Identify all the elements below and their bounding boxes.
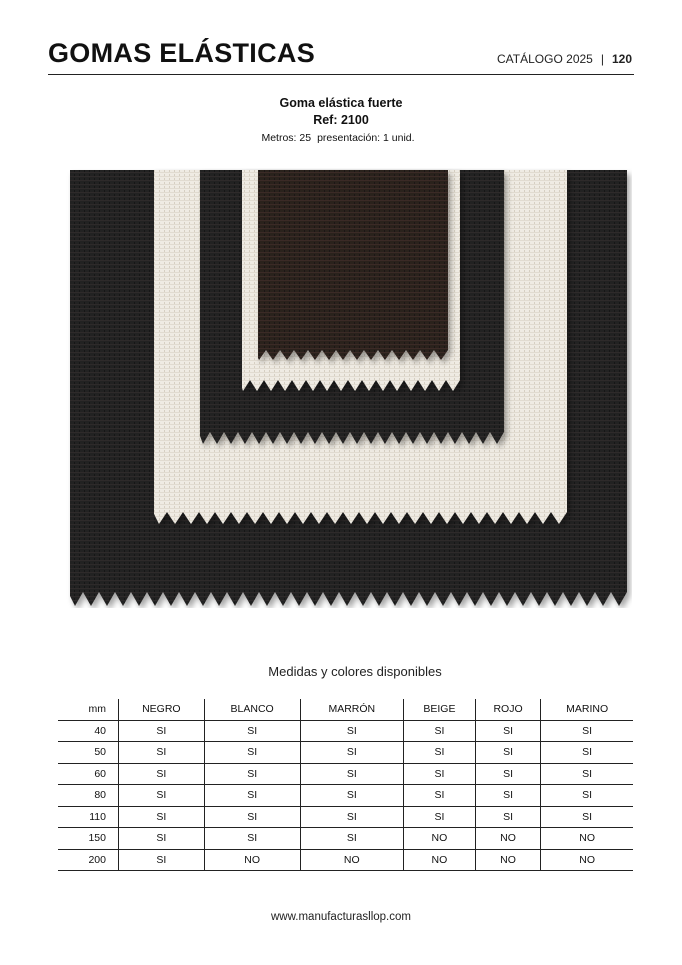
table-cell: SI <box>541 742 633 764</box>
table-cell: SI <box>475 806 540 828</box>
elastic-band-brown-small <box>258 170 448 360</box>
table-row <box>58 742 633 764</box>
table-cell: SI <box>204 828 300 850</box>
availability-table <box>58 699 633 871</box>
availability-title: Medidas y colores disponibles <box>268 664 442 679</box>
column-header-marino: MARINO <box>541 699 633 720</box>
table-cell: NO <box>204 849 300 871</box>
product-meta <box>0 132 682 144</box>
table-cell: SI <box>475 720 540 742</box>
table-cell: SI <box>404 742 476 764</box>
table-cell: SI <box>404 763 476 785</box>
product-ref: Ref: 2100 <box>313 113 369 127</box>
table-cell: SI <box>119 849 205 871</box>
table-cell: SI <box>404 720 476 742</box>
table-cell: 80 <box>58 785 119 807</box>
column-header-negro: NEGRO <box>119 699 205 720</box>
table-cell: NO <box>541 849 633 871</box>
table-cell: SI <box>204 763 300 785</box>
column-header-blanco: BLANCO <box>204 699 300 720</box>
table-cell: SI <box>541 763 633 785</box>
product-meters: Metros: 25 <box>261 132 312 144</box>
table-cell: SI <box>300 742 403 764</box>
table-cell: SI <box>119 806 205 828</box>
table-cell: SI <box>204 785 300 807</box>
table-header-row <box>58 699 633 720</box>
table-cell: 50 <box>58 742 119 764</box>
table-cell: 40 <box>58 720 119 742</box>
product-info <box>0 95 682 144</box>
column-header-beige: BEIGE <box>404 699 476 720</box>
table-cell: NO <box>300 849 403 871</box>
product-name: Goma elástica fuerte <box>279 96 403 110</box>
product-presentation: presentación: 1 unid. <box>317 132 415 144</box>
separator: | <box>600 52 604 66</box>
table-cell: NO <box>404 849 476 871</box>
catalog-label: CATÁLOGO 2025 <box>497 52 593 66</box>
header-divider <box>48 74 634 75</box>
catalog-page-info <box>497 52 632 66</box>
table-cell: SI <box>404 785 476 807</box>
table-cell: SI <box>541 720 633 742</box>
table-cell: 110 <box>58 806 119 828</box>
table-cell: NO <box>475 828 540 850</box>
table-cell: SI <box>541 785 633 807</box>
table-cell: SI <box>300 828 403 850</box>
column-header-rojo: ROJO <box>475 699 540 720</box>
table-row <box>58 849 633 871</box>
table-cell: SI <box>475 763 540 785</box>
table-cell: SI <box>204 806 300 828</box>
table-cell: SI <box>300 785 403 807</box>
table-cell: SI <box>204 742 300 764</box>
table-cell: SI <box>300 806 403 828</box>
table-cell: SI <box>119 828 205 850</box>
table-cell: NO <box>404 828 476 850</box>
table-cell: SI <box>119 763 205 785</box>
table-cell: SI <box>475 742 540 764</box>
table-cell: 200 <box>58 849 119 871</box>
table-cell: SI <box>475 785 540 807</box>
elastic-bands-image <box>62 168 632 608</box>
column-header-marron: MARRÓN <box>300 699 403 720</box>
page-title: GOMAS ELÁSTICAS <box>48 38 316 68</box>
table-row <box>58 763 633 785</box>
table-cell: SI <box>541 806 633 828</box>
table-cell: SI <box>119 742 205 764</box>
table-row <box>58 828 633 850</box>
page-number: 120 <box>611 52 632 66</box>
footer-url[interactable]: www.manufacturasllop.com <box>271 911 411 923</box>
table-cell: SI <box>404 806 476 828</box>
table-row <box>58 806 633 828</box>
table-cell: 150 <box>58 828 119 850</box>
table-cell: SI <box>119 785 205 807</box>
table-row <box>58 720 633 742</box>
table-cell: SI <box>119 720 205 742</box>
table-cell: SI <box>204 720 300 742</box>
table-cell: NO <box>541 828 633 850</box>
table-cell: NO <box>475 849 540 871</box>
column-header-mm: mm <box>58 699 119 720</box>
table-cell: 60 <box>58 763 119 785</box>
table-cell: SI <box>300 763 403 785</box>
table-row <box>58 785 633 807</box>
table-cell: SI <box>300 720 403 742</box>
